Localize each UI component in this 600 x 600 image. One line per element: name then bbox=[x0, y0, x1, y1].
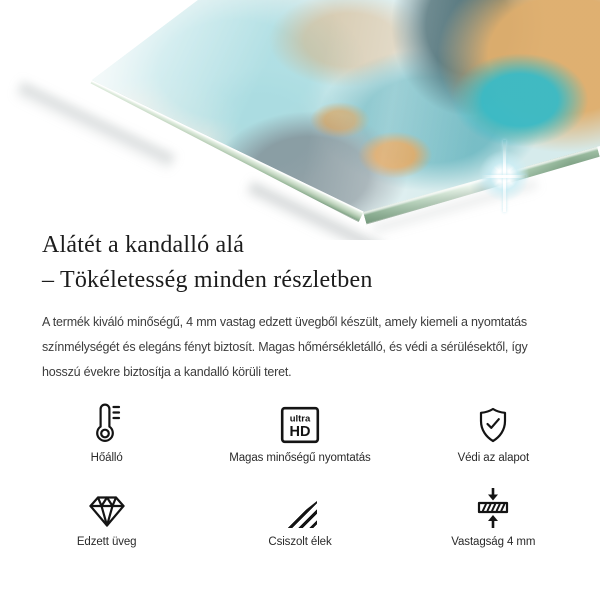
feature-label: Vastagság 4 mm bbox=[451, 536, 536, 548]
shield-check-icon bbox=[476, 400, 510, 444]
feature-label: Magas minőségű nyomtatás bbox=[229, 452, 371, 464]
thermometer-icon bbox=[92, 400, 122, 444]
thickness-icon bbox=[475, 484, 511, 528]
feature-label: Hőálló bbox=[90, 452, 123, 464]
product-description-text: A termék kiváló minőségű, 4 mm vastag edzett üvegből készült, amely kiemeli a nyomtatás színmélységét és elegáns fényt biztosít. Magas hőmérsékletálló, és védi a sérülésektől, így hosszú évekre biztosítja a kandalló körüli teret. bbox=[42, 315, 528, 379]
page-title bbox=[42, 228, 373, 298]
product-photo-glass-panel bbox=[0, 0, 600, 240]
feature-print-quality bbox=[203, 400, 396, 466]
title-line-1: Alátét a kandalló alá bbox=[42, 232, 245, 258]
feature-tempered-glass bbox=[10, 484, 203, 550]
feature-heat-resistant bbox=[10, 400, 203, 466]
ultra-hd-icon bbox=[280, 400, 320, 444]
feature-label: Csiszolt élek bbox=[268, 536, 332, 548]
feature-grid bbox=[10, 400, 590, 550]
polished-edge-icon bbox=[283, 484, 317, 528]
svg-text:HD: HD bbox=[289, 424, 311, 440]
svg-text:ultra: ultra bbox=[289, 413, 311, 425]
feature-label: Védi az alapot bbox=[457, 452, 530, 464]
feature-thickness bbox=[397, 484, 590, 550]
feature-polished-edges bbox=[203, 484, 396, 550]
feature-label: Edzett üveg bbox=[76, 536, 137, 548]
feature-protects-base bbox=[397, 400, 590, 466]
title-line-2: – Tökéletesség minden részletben bbox=[42, 267, 373, 293]
diamond-icon bbox=[87, 484, 127, 528]
